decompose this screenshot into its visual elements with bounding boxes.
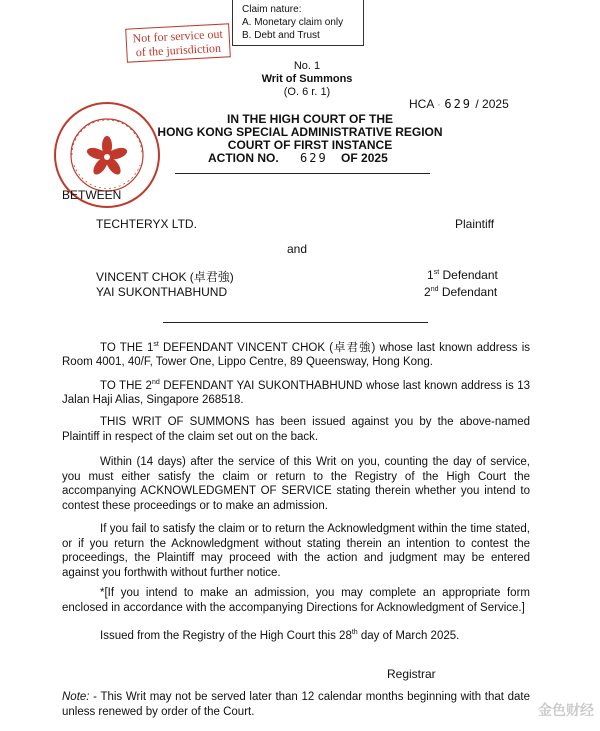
stamp-line2: of the jurisdiction	[135, 40, 222, 60]
plaintiff-role: Plaintiff	[455, 217, 495, 231]
form-number: No. 1	[293, 60, 321, 72]
defendant2-role: Defendant	[441, 285, 498, 299]
to-first-a: TO THE 1	[100, 341, 154, 354]
defendant1-ordinal-suffix: st	[433, 269, 440, 276]
issued-from-sup: th	[351, 629, 358, 636]
between-label: BETWEEN	[62, 188, 122, 202]
issued-from-a: Issued from the Registry of the High Court this 28	[100, 629, 352, 642]
court-line-1: IN THE HIGH COURT OF THE	[227, 112, 393, 126]
failure-para: If you fail to satisfy the claim or to return the Acknowledgment within the time stated, or if you return the Acknowledgment without stating therein an intention to contest the proceedings, the Plaintiff may proceed with the action and judgment may be entered against you forthwith without further notice.	[62, 523, 530, 579]
action-line	[208, 151, 408, 165]
issued-from-para	[62, 626, 530, 643]
defendant1-role: Defendant	[442, 268, 498, 282]
to-second-defendant-para	[62, 376, 530, 408]
note-text: - This Writ may not be served later than 12 calendar months beginning with that date unless renewed by order of the Court.	[62, 691, 530, 718]
court-line-2: HONG KONG SPECIAL ADMINISTRATIVE REGION	[157, 125, 443, 139]
to-first-defendant-para	[62, 338, 530, 370]
order-reference: (O. 6 r. 1)	[283, 86, 331, 98]
not-for-service-stamp	[125, 23, 231, 62]
claim-item-a: A. Monetary claim only	[242, 17, 344, 28]
to-second-b: DEFENDANT YAI SUKONTHABHUND whose last known address is 13 Jalan Haji Alias, Singapore 268518.	[62, 379, 531, 407]
case-year: / 2025	[475, 97, 509, 111]
note-para	[62, 690, 530, 719]
defendant2-role-line	[424, 285, 497, 299]
case-number-line: HCA · 629 / 2025	[409, 97, 509, 111]
defendant2-ordinal: 2	[424, 285, 431, 299]
parties-divider	[163, 322, 428, 323]
issued-against-para: THIS WRIT OF SUMMONS has been issued against you by the above-named Plaintiff in respect of the claim set out on the back.	[62, 416, 530, 443]
defendant1-role-line	[427, 268, 498, 282]
defendant2-name: YAI SUKONTHABHUND	[96, 285, 228, 299]
claim-item-b: B. Debt and Trust	[242, 30, 320, 41]
admission-para: *[If you intend to make an admission, you may complete an appropriate form enclosed in accordance with the accompanying Directions for Acknowledgment of Service.]	[62, 587, 530, 614]
to-second-sup: nd	[151, 379, 160, 386]
claim-nature-box	[232, 0, 364, 46]
stamp-line1: Not for service out	[132, 26, 224, 46]
header-divider	[175, 173, 430, 174]
action-label: ACTION NO.	[208, 151, 279, 165]
form-title: Writ of Summons	[261, 73, 353, 85]
to-first-b: DEFENDANT VINCENT CHOK (卓君強) whose last known address is Room 4001, 40/F, Tower One, Lippo Centre, 89 Queensway, Hong Kong.	[62, 341, 530, 369]
within-days-para: Within (14 days) after the service of this Writ on you, counting the day of service, you must either satisfy the claim or return to the Registry of the High Court the accompanying ACKNOWLEDGMENT OF SERVICE stating therein whether you intend to contest these proceedings or to make an admission.	[62, 456, 530, 512]
watermark-logo	[538, 700, 594, 720]
case-prefix: HCA	[409, 97, 434, 111]
watermark-text: 金色财经	[538, 702, 594, 718]
defendant1-name: VINCENT CHOK (卓君強)	[96, 270, 234, 284]
action-number: 629	[300, 151, 328, 165]
defendant1-ordinal: 1	[427, 268, 434, 282]
and-label: and	[287, 242, 308, 256]
court-line-3: COURT OF FIRST INSTANCE	[227, 138, 393, 152]
plaintiff-name: TECHTERYX LTD.	[96, 217, 197, 231]
to-first-sup: st	[153, 341, 159, 348]
case-number: 629	[444, 97, 473, 111]
to-second-a: TO THE 2	[100, 379, 152, 392]
action-year: OF 2025	[341, 151, 388, 165]
registrar-label: Registrar	[387, 667, 436, 681]
defendant2-ordinal-suffix: nd	[430, 286, 439, 293]
note-label: Note:	[62, 691, 90, 703]
claim-nature-title: Claim nature:	[242, 4, 302, 15]
issued-from-b: day of March 2025.	[357, 629, 460, 642]
